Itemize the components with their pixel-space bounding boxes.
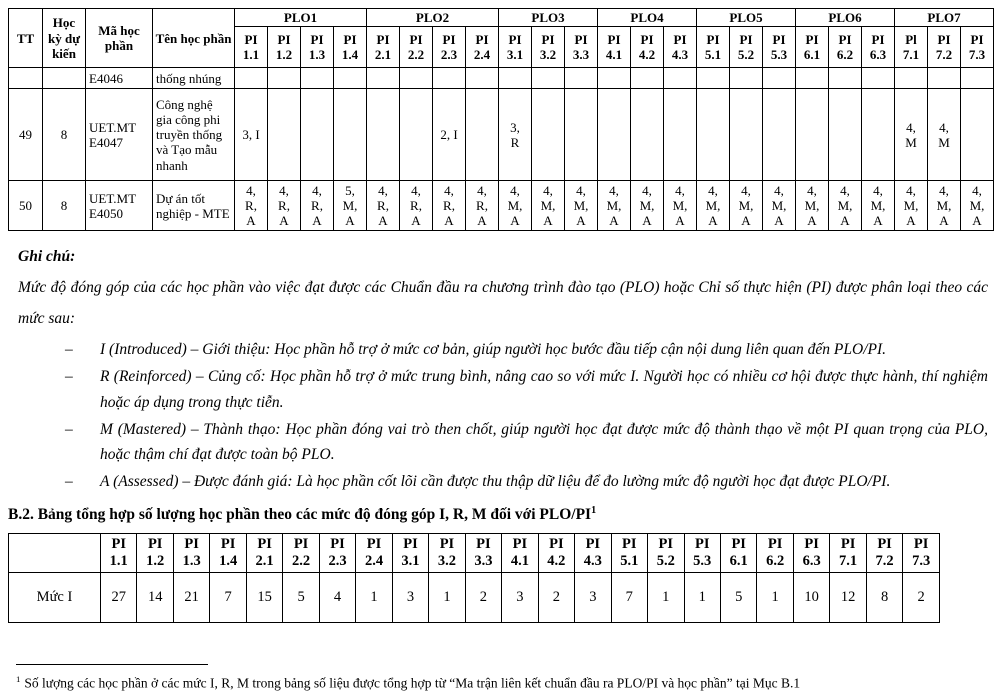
header-pi: PI 2.2 (283, 534, 319, 572)
plo-matrix-table (8, 8, 994, 231)
summary-value: 4 (319, 572, 355, 622)
header-pi: PI 5.1 (697, 27, 730, 68)
header-plo4: PLO4 (598, 9, 697, 27)
pi-cell: 4, M, A (862, 181, 895, 231)
pi-cell: 4, M, A (664, 181, 697, 231)
pi-cell: 4, M, A (895, 181, 928, 231)
pi-cell: 4, M, A (565, 181, 598, 231)
section-b2-heading (8, 505, 988, 524)
summary-value: 2 (903, 572, 940, 622)
header-pi: PI 7.1 (830, 534, 866, 572)
header-pi: Pl 7.1 (895, 27, 928, 68)
pi-cell: 4, M, A (730, 181, 763, 231)
table-row (9, 181, 994, 231)
pi-cell (598, 89, 631, 181)
summary-table (8, 533, 940, 622)
header-plo7: PLO7 (895, 9, 994, 27)
pi-cell: 4, R, A (400, 181, 433, 231)
header-plo6: PLO6 (796, 9, 895, 27)
header-pi: PI 1.2 (268, 27, 301, 68)
header-pi: PI 5.2 (648, 534, 684, 572)
header-pi: PI 7.2 (866, 534, 902, 572)
header-pi: PI 1.3 (301, 27, 334, 68)
pi-cell: 4, M, A (697, 181, 730, 231)
pi-cell (763, 68, 796, 89)
semester-cell: 8 (43, 89, 86, 181)
pi-cell: 4, M (928, 89, 961, 181)
course-name-cell: thống nhúng (153, 68, 235, 89)
pi-cell (301, 68, 334, 89)
header-pi: PI 6.1 (796, 27, 829, 68)
pi-cell (565, 68, 598, 89)
header-pi: PI 1.1 (235, 27, 268, 68)
pi-cell: 4, R, A (235, 181, 268, 231)
course-code-cell: UET.MT E4047 (86, 89, 153, 181)
summary-value: 27 (101, 572, 137, 622)
pi-cell: 4, M, A (829, 181, 862, 231)
pi-cell (499, 68, 532, 89)
course-name-cell: Công nghệ gia công phi truyền thống và Tạo mẫu nhanh (153, 89, 235, 181)
pi-cell: 4, R, A (268, 181, 301, 231)
header-pi: PI 3.2 (429, 534, 465, 572)
pi-cell (268, 68, 301, 89)
header-semester: Học kỳ dự kiến (43, 9, 86, 68)
pi-cell: 4, M, A (598, 181, 631, 231)
list-item: – M (Mastered) – Thành thạo: Học phần đóng vai trò then chốt, giúp người học đạt được mức độ thành thạo về một PI quan trọng của PLO, hoặc thậm chí đạt được toàn bộ PLO. (65, 417, 988, 467)
pi-cell: 4, M (895, 89, 928, 181)
header-pi: PI 2.1 (246, 534, 282, 572)
header-plo5: PLO5 (697, 9, 796, 27)
header-pi: PI 2.2 (400, 27, 433, 68)
pi-cell (664, 89, 697, 181)
header-course-code: Mã học phần (86, 9, 153, 68)
pi-cell (466, 68, 499, 89)
pi-cell (268, 89, 301, 181)
tt-cell: 50 (9, 181, 43, 231)
pi-cell (862, 68, 895, 89)
header-pi: PI 1.2 (137, 534, 173, 572)
pi-cell: 4, R, A (466, 181, 499, 231)
pi-cell (367, 68, 400, 89)
pi-cell: 4, M, A (631, 181, 664, 231)
pi-cell (235, 68, 268, 89)
header-pi: PI 4.2 (631, 27, 664, 68)
summary-value: 7 (611, 572, 647, 622)
summary-value: 3 (392, 572, 428, 622)
summary-value: 10 (793, 572, 829, 622)
pi-cell (829, 68, 862, 89)
summary-value: 5 (283, 572, 319, 622)
header-pi: PI 1.4 (210, 534, 246, 572)
header-plo2: PLO2 (367, 9, 499, 27)
tt-cell (9, 68, 43, 89)
pi-cell: 4, R, A (301, 181, 334, 231)
header-pi: PI 4.1 (502, 534, 538, 572)
header-pi: PI 2.3 (433, 27, 466, 68)
pi-cell (301, 89, 334, 181)
header-pi: PI 2.3 (319, 534, 355, 572)
pi-cell (763, 89, 796, 181)
footnote-number: 1 (16, 674, 20, 684)
summary-value: 2 (538, 572, 574, 622)
pi-cell (334, 68, 367, 89)
header-pi: PI 2.4 (356, 534, 392, 572)
summary-value: 15 (246, 572, 282, 622)
footnote-reference-mark: 1 (591, 505, 596, 516)
header-pi: PI 3.3 (465, 534, 501, 572)
header-pi: PI 7.3 (903, 534, 940, 572)
header-pi: PI 6.2 (829, 27, 862, 68)
course-name-cell: Dự án tốt nghiệp - MTE (153, 181, 235, 231)
pi-cell: 4, M, A (928, 181, 961, 231)
pi-cell (829, 89, 862, 181)
pi-cell (730, 89, 763, 181)
pi-cell (631, 68, 664, 89)
pi-cell (961, 68, 994, 89)
header-pi: PI 1.1 (101, 534, 137, 572)
summary-value: 3 (502, 572, 538, 622)
header-pi: PI 7.3 (961, 27, 994, 68)
header-pi: PI 6.2 (757, 534, 793, 572)
header-pi: PI 4.3 (575, 534, 611, 572)
pi-cell (730, 68, 763, 89)
pi-cell: 4, M, A (532, 181, 565, 231)
summary-value: 1 (757, 572, 793, 622)
summary-value: 12 (830, 572, 866, 622)
summary-value: 1 (356, 572, 392, 622)
pi-cell (466, 89, 499, 181)
pi-cell: 4, M, A (499, 181, 532, 231)
summary-corner-cell (9, 534, 101, 572)
notes-title: Ghi chú: (18, 245, 988, 269)
summary-value: 1 (429, 572, 465, 622)
pi-cell (796, 68, 829, 89)
header-pi: PI 7.2 (928, 27, 961, 68)
course-code-cell: E4046 (86, 68, 153, 89)
notes-section (18, 245, 988, 494)
header-pi: PI 4.3 (664, 27, 697, 68)
section-b2-heading-text: B.2. Bảng tổng hợp số lượng học phần theo các mức độ đóng góp I, R, M đối với PLO/PI (8, 506, 591, 523)
semester-cell: 8 (43, 181, 86, 231)
header-pi: PI 6.1 (720, 534, 756, 572)
header-pi: PI 2.1 (367, 27, 400, 68)
header-plo3: PLO3 (499, 9, 598, 27)
notes-intro: Mức độ đóng góp của các học phần vào việc đạt được các Chuẩn đầu ra chương trình đào tạo (PLO) hoặc Chỉ số thực hiện (PI) được phân loại theo các mức sau: (18, 272, 988, 334)
pi-cell: 5, M, A (334, 181, 367, 231)
footnote-text: Số lượng các học phần ở các mức I, R, M trong bảng số liệu được tổng hợp từ “Ma trận liên kết chuẩn đầu ra PLO/PI và học phần” tại Mục B.1 (24, 675, 800, 690)
header-pi: PI 2.4 (466, 27, 499, 68)
pi-cell: 4, R, A (367, 181, 400, 231)
pi-cell (565, 89, 598, 181)
header-pi: PI 5.2 (730, 27, 763, 68)
pi-cell (532, 68, 565, 89)
course-code-cell: UET.MT E4050 (86, 181, 153, 231)
pi-cell (961, 89, 994, 181)
pi-cell (400, 89, 433, 181)
footnote (16, 674, 988, 691)
header-pi: PI 1.3 (173, 534, 209, 572)
table-row (9, 68, 994, 89)
pi-cell: 4, M, A (796, 181, 829, 231)
header-pi: PI 6.3 (862, 27, 895, 68)
header-plo1: PLO1 (235, 9, 367, 27)
pi-cell (631, 89, 664, 181)
pi-cell: 4, R, A (433, 181, 466, 231)
summary-value: 2 (465, 572, 501, 622)
list-item: – A (Assessed) – Được đánh giá: Là học phần cốt lõi cần được thu thập dữ liệu để đo lường mức độ người học đạt được PLO/PI. (65, 469, 988, 494)
pi-cell (367, 89, 400, 181)
header-pi: PI 5.3 (684, 534, 720, 572)
pi-cell (400, 68, 433, 89)
pi-cell (598, 68, 631, 89)
header-pi: PI 4.2 (538, 534, 574, 572)
pi-cell (334, 89, 367, 181)
pi-cell (433, 68, 466, 89)
summary-value: 3 (575, 572, 611, 622)
pi-cell (796, 89, 829, 181)
pi-cell (697, 89, 730, 181)
pi-cell: 3, R (499, 89, 532, 181)
footnote-separator (16, 664, 208, 665)
header-pi: PI 6.3 (793, 534, 829, 572)
summary-value: 1 (648, 572, 684, 622)
header-pi: PI 4.1 (598, 27, 631, 68)
pi-cell: 4, M, A (763, 181, 796, 231)
summary-row-label: Mức I (9, 572, 101, 622)
summary-value: 14 (137, 572, 173, 622)
header-pi: PI 3.1 (392, 534, 428, 572)
header-pi: PI 5.3 (763, 27, 796, 68)
summary-value: 8 (866, 572, 902, 622)
pi-cell (862, 89, 895, 181)
header-pi: PI 5.1 (611, 534, 647, 572)
pi-cell (697, 68, 730, 89)
table-row (9, 572, 940, 622)
header-pi: PI 1.4 (334, 27, 367, 68)
header-pi: PI 3.1 (499, 27, 532, 68)
summary-value: 5 (720, 572, 756, 622)
pi-cell: 2, I (433, 89, 466, 181)
list-item: – I (Introduced) – Giới thiệu: Học phần hỗ trợ ở mức cơ bản, giúp người học bước đầu tiếp cận nội dung liên quan đến PLO/PI. (65, 337, 988, 362)
pi-cell (895, 68, 928, 89)
header-pi: PI 3.3 (565, 27, 598, 68)
pi-cell: 3, I (235, 89, 268, 181)
summary-value: 21 (173, 572, 209, 622)
notes-list (18, 337, 988, 494)
pi-cell: 4, M, A (961, 181, 994, 231)
tt-cell: 49 (9, 89, 43, 181)
pi-cell (928, 68, 961, 89)
document-page (0, 8, 1002, 686)
summary-value: 1 (684, 572, 720, 622)
semester-cell (43, 68, 86, 89)
header-tt: TT (9, 9, 43, 68)
summary-value: 7 (210, 572, 246, 622)
pi-cell (664, 68, 697, 89)
table-row (9, 89, 994, 181)
header-pi: PI 3.2 (532, 27, 565, 68)
list-item: – R (Reinforced) – Củng cố: Học phần hỗ trợ ở mức trung bình, nâng cao so với mức I. Người học có nhiều cơ hội được thực hành, thí nghiệm hoặc áp dụng trong thực tiễn. (65, 364, 988, 414)
header-course-name: Tên học phần (153, 9, 235, 68)
pi-cell (532, 89, 565, 181)
